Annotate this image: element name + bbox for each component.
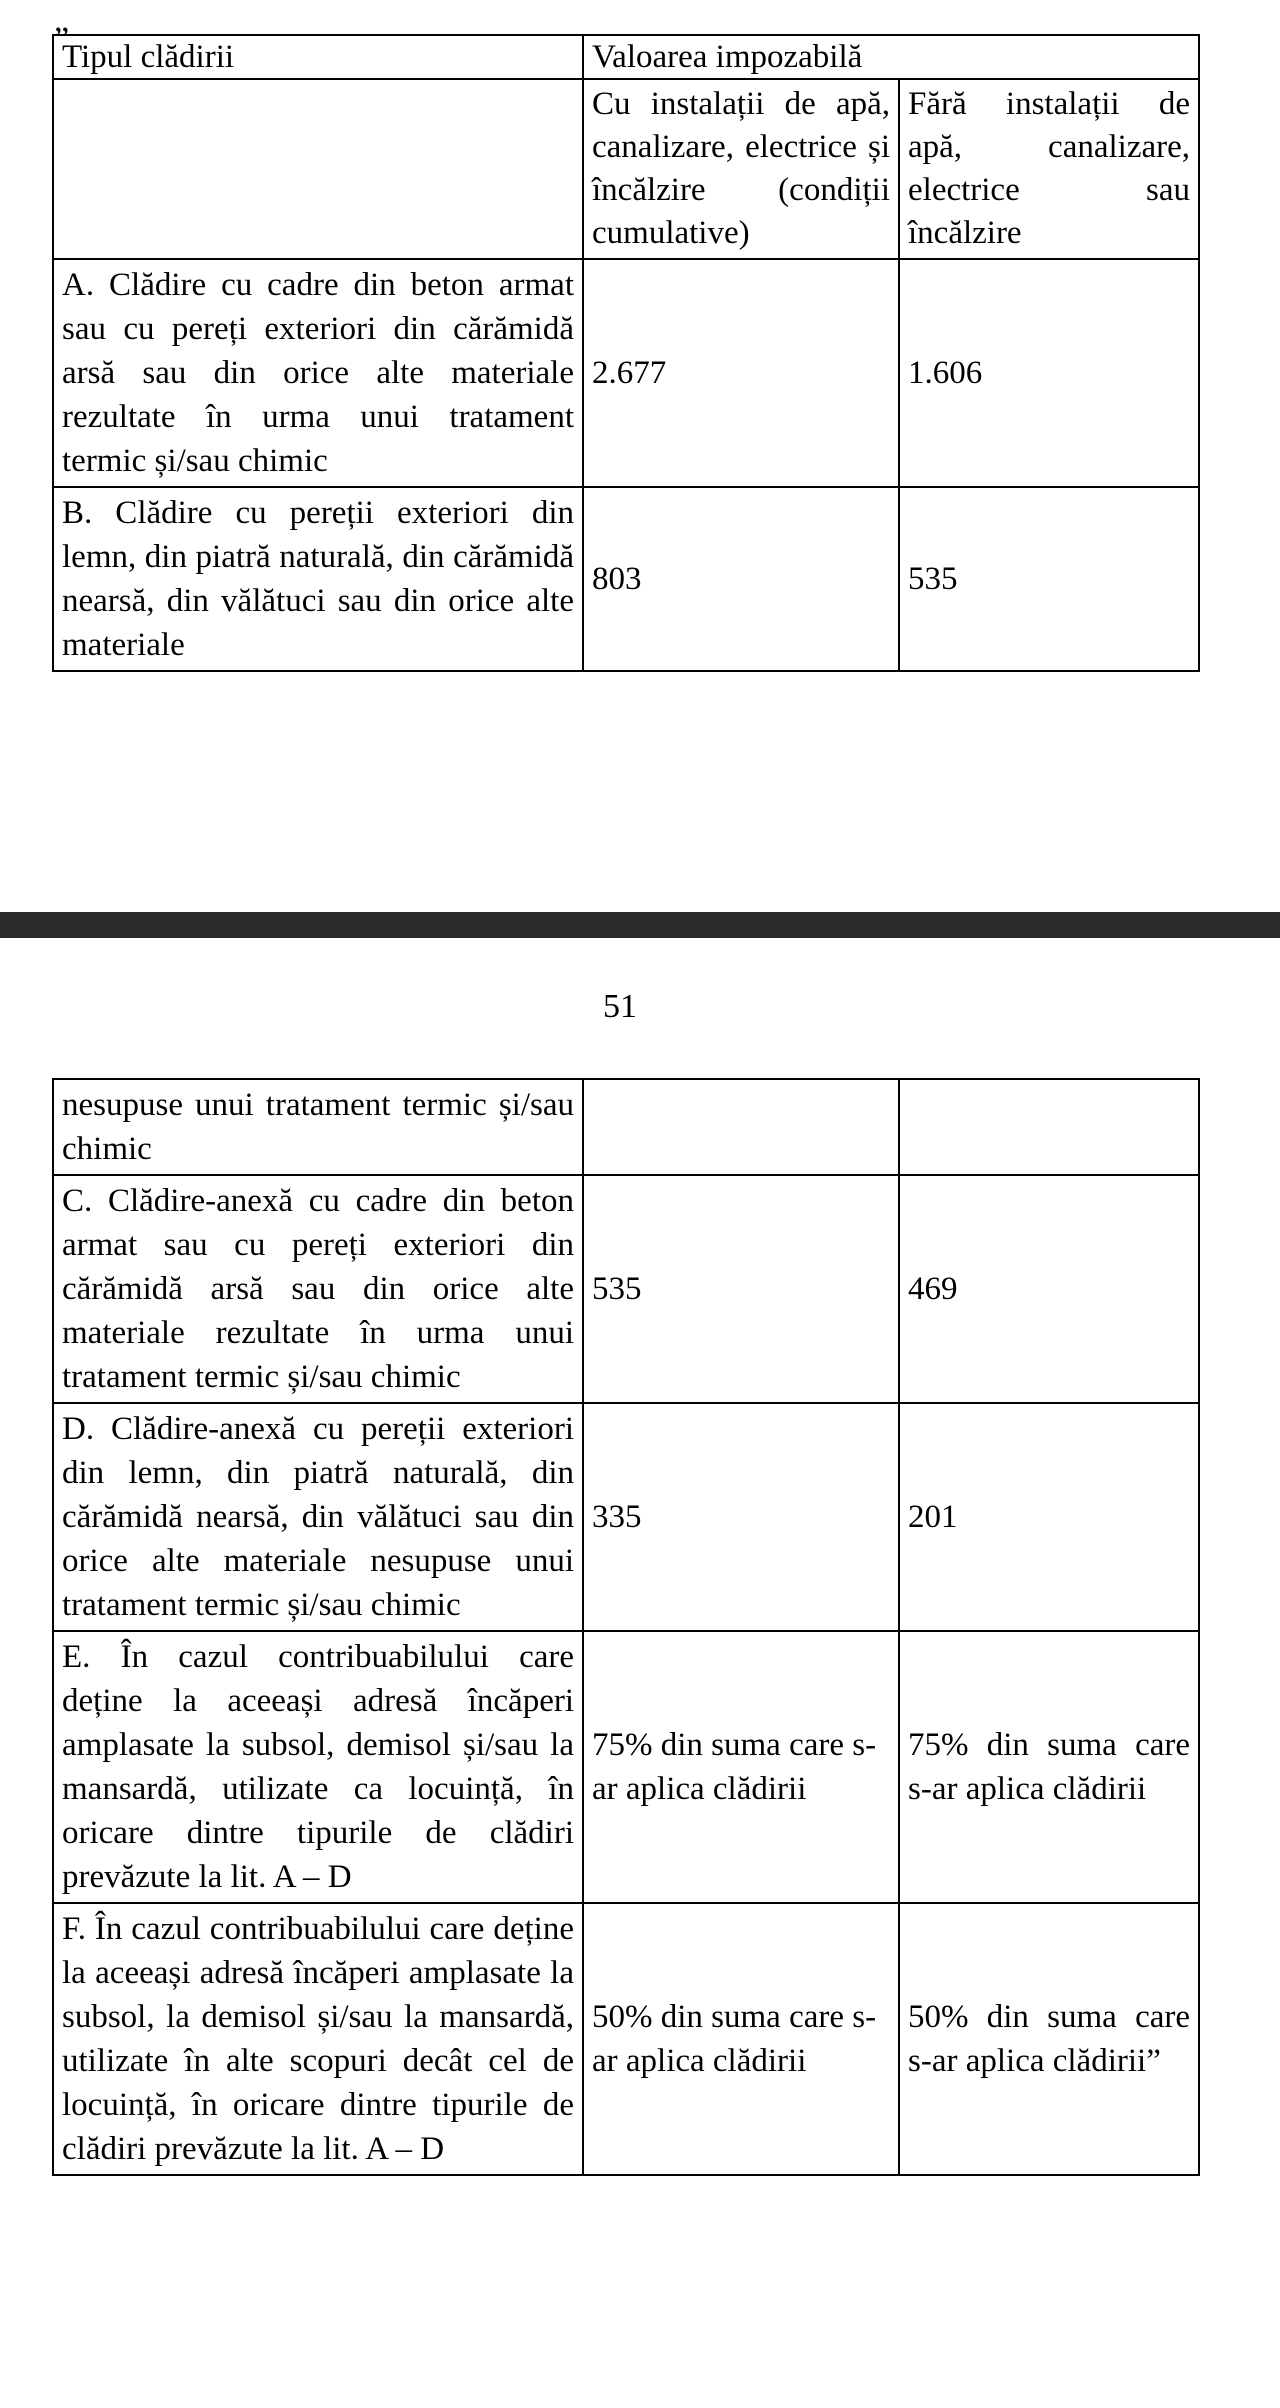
- value-with-installations: 2.677: [583, 259, 899, 487]
- value-with-installations: 75% din suma care s-ar aplica clădirii: [583, 1631, 899, 1903]
- value-without-installations: [899, 1079, 1199, 1175]
- building-type-cell: E. În cazul contribuabilului care deține la aceeași adresă încăperi amplasate la subsol, demisol și/sau la mansardă, utilizate ca locuință, în oricare dintre tipurile de clădiri prevăzute la lit. A – D: [53, 1631, 583, 1903]
- subheader-empty-cell: [53, 79, 583, 259]
- table-row-continuation: [53, 1079, 1199, 1175]
- page-separator: [0, 912, 1280, 938]
- value-without-installations: 535: [899, 487, 1199, 671]
- value-without-installations: 75% din suma care s-ar aplica clădirii: [899, 1631, 1199, 1903]
- table-row: [53, 1631, 1199, 1903]
- building-tax-table-part-1: [52, 34, 1200, 672]
- value-with-installations: [583, 1079, 899, 1175]
- value-without-installations: 1.606: [899, 259, 1199, 487]
- page-number: 51: [603, 988, 637, 1025]
- header-building-type: Tipul clădirii: [53, 35, 583, 79]
- table-row: [53, 259, 1199, 487]
- value-without-installations: 50% din suma care s-ar aplica clădirii”: [899, 1903, 1199, 2175]
- building-tax-table-part-2: [52, 1078, 1200, 2176]
- table-row: [53, 1403, 1199, 1631]
- table-row: [53, 1903, 1199, 2175]
- building-type-cell: A. Clădire cu cadre din beton armat sau cu pereți exteriori din cărămidă arsă sau din orice alte materiale rezultate în urma unui tratament termic și/sau chimic: [53, 259, 583, 487]
- value-without-installations: 469: [899, 1175, 1199, 1403]
- table-subheader-row: [53, 79, 1199, 259]
- value-without-installations: 201: [899, 1403, 1199, 1631]
- subheader-with-installations: Cu instalații de apă, canalizare, electrice și încălzire (condiții cumulative): [583, 79, 899, 259]
- opening-quote-mark: „: [54, 2, 70, 39]
- table-row: [53, 1175, 1199, 1403]
- building-type-cell: C. Clădire-anexă cu cadre din beton armat sau cu pereți exteriori din cărămidă arsă sau din orice alte materiale rezultate în urma unui tratament termic și/sau chimic: [53, 1175, 583, 1403]
- subheader-without-installations: Fără instalații de apă, canalizare, electrice sau încălzire: [899, 79, 1199, 259]
- document-page-1: [0, 0, 1280, 912]
- header-taxable-value: Valoarea impozabilă: [583, 35, 1199, 79]
- value-with-installations: 535: [583, 1175, 899, 1403]
- table-row: [53, 487, 1199, 671]
- building-type-cell: nesupuse unui tratament termic și/sau chimic: [53, 1079, 583, 1175]
- building-type-cell: F. În cazul contribuabilului care deține la aceeași adresă încăperi amplasate la subsol, la demisol și/sau la mansardă, utilizate în alte scopuri decât cel de locuință, în oricare dintre tipurile de clădiri prevăzute la lit. A – D: [53, 1903, 583, 2175]
- value-with-installations: 335: [583, 1403, 899, 1631]
- building-type-cell: B. Clădire cu pereții exteriori din lemn, din piatră naturală, din cărămidă nearsă, din vălătuci sau din orice alte materiale: [53, 487, 583, 671]
- value-with-installations: 50% din suma care s-ar aplica clădirii: [583, 1903, 899, 2175]
- building-type-cell: D. Clădire-anexă cu pereții exteriori din lemn, din piatră naturală, din cărămidă nearsă, din vălătuci sau din orice alte materiale nesupuse unui tratament termic și/sau chimic: [53, 1403, 583, 1631]
- value-with-installations: 803: [583, 487, 899, 671]
- document-page-2: [0, 938, 1280, 2408]
- table-header-row: [53, 35, 1199, 79]
